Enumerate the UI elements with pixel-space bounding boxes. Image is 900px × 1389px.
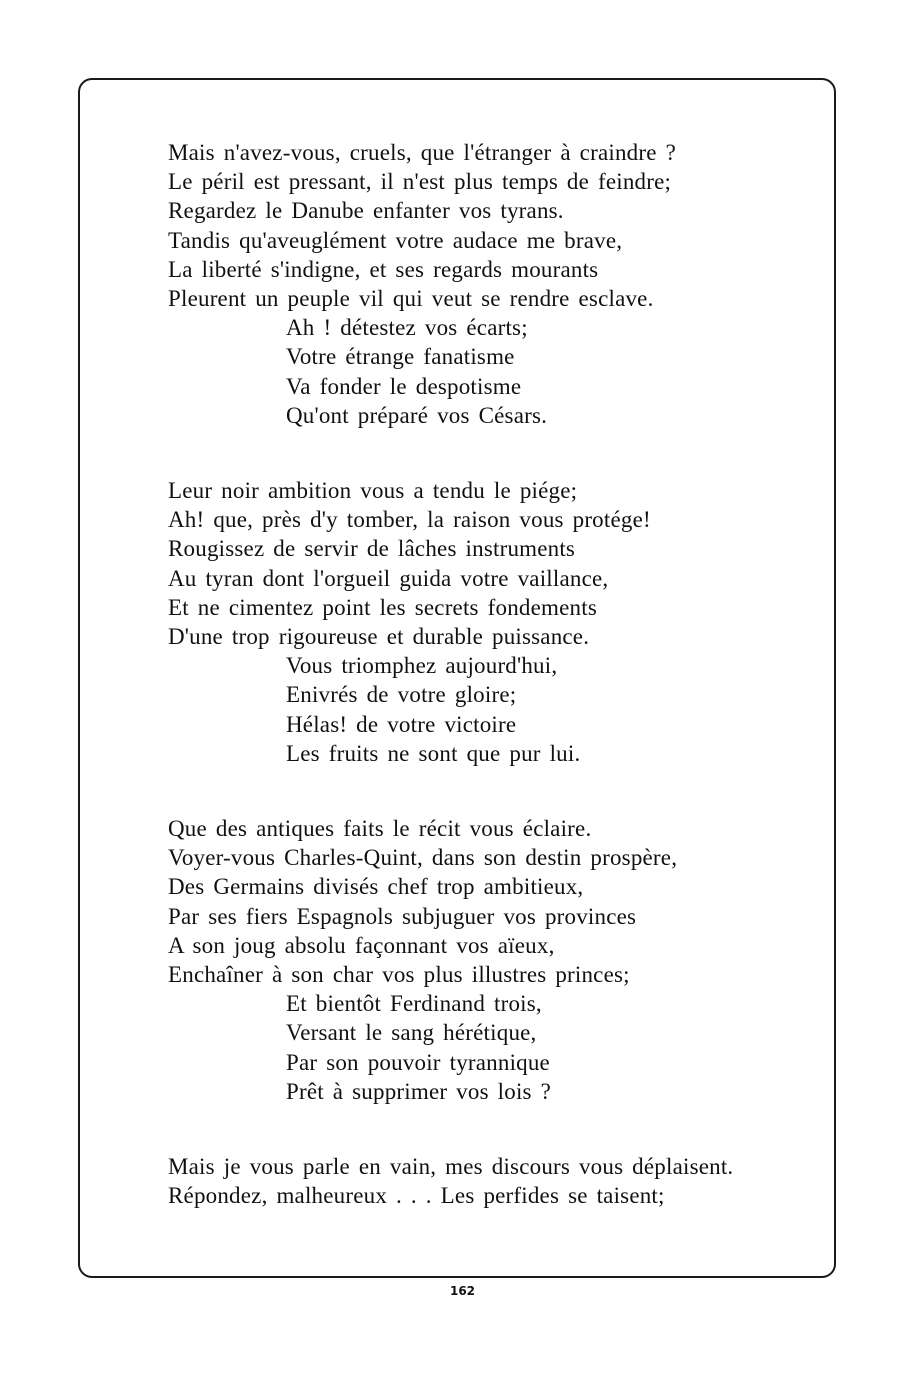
stanza-2 [168, 476, 808, 768]
verse-line: Rougissez de servir de lâches instruments [168, 536, 576, 562]
stanza-1 [168, 138, 808, 430]
verse-line: D'une trop rigoureuse et durable puissance. [168, 624, 590, 650]
verse-line: Enchaîner à son char vos plus illustres princes; [168, 962, 630, 988]
page-number: 162 [449, 1284, 476, 1298]
verse-line: Mais je vous parle en vain, mes discours vous déplaisent. [168, 1154, 734, 1180]
verse-line-indented: Les fruits ne sont que pur lui. [286, 740, 581, 766]
verse-line: Ah! que, près d'y tomber, la raison vous protége! [168, 507, 651, 533]
verse-line-indented: Hélas! de votre victoire [286, 711, 517, 737]
verse-line: Répondez, malheureux . . . Les perfides se taisent; [168, 1183, 665, 1209]
verse-line-indented: Qu'ont préparé vos Césars. [286, 402, 548, 428]
verse-line-indented: Par son pouvoir tyrannique [286, 1049, 550, 1075]
verse-line: Leur noir ambition vous a tendu le piége; [168, 478, 578, 504]
verse-line-indented: Ah ! détestez vos écarts; [286, 315, 528, 341]
verse-line-indented: Et bientôt Ferdinand trois, [286, 991, 542, 1017]
verse-line-indented: Prêt à supprimer vos lois ? [286, 1078, 552, 1104]
verse-line: Tandis qu'aveuglément votre audace me brave, [168, 227, 623, 253]
verse-line: Voyer-vous Charles-Quint, dans son destin prospère, [168, 845, 678, 871]
verse-line: Et ne cimentez point les secrets fondements [168, 594, 597, 620]
stanza-4 [168, 1152, 808, 1210]
verse-line: Au tyran dont l'orgueil guida votre vaillance, [168, 565, 609, 591]
verse-line-indented: Versant le sang hérétique, [286, 1020, 537, 1046]
verse-line: Le péril est pressant, il n'est plus temps de feindre; [168, 169, 672, 195]
stanza-3 [168, 814, 808, 1106]
verse-line: Regardez le Danube enfanter vos tyrans. [168, 198, 564, 224]
verse-line: Que des antiques faits le récit vous éclaire. [168, 816, 592, 842]
poem-text [168, 138, 808, 1211]
verse-line-indented: Va fonder le despotisme [286, 373, 522, 399]
verse-line: Par ses fiers Espagnols subjuguer vos provinces [168, 903, 637, 929]
verse-line: Mais n'avez-vous, cruels, que l'étranger à craindre ? [168, 140, 676, 165]
verse-line: La liberté s'indigne, et ses regards mourants [168, 256, 599, 282]
verse-line: Des Germains divisés chef trop ambitieux, [168, 874, 584, 900]
verse-line-indented: Enivrés de votre gloire; [286, 682, 517, 708]
verse-line-indented: Vous triomphez aujourd'hui, [286, 653, 558, 679]
verse-line: Pleurent un peuple vil qui veut se rendre esclave. [168, 286, 654, 312]
verse-line: A son joug absolu façonnant vos aïeux, [168, 932, 555, 958]
verse-line-indented: Votre étrange fanatisme [286, 344, 515, 370]
